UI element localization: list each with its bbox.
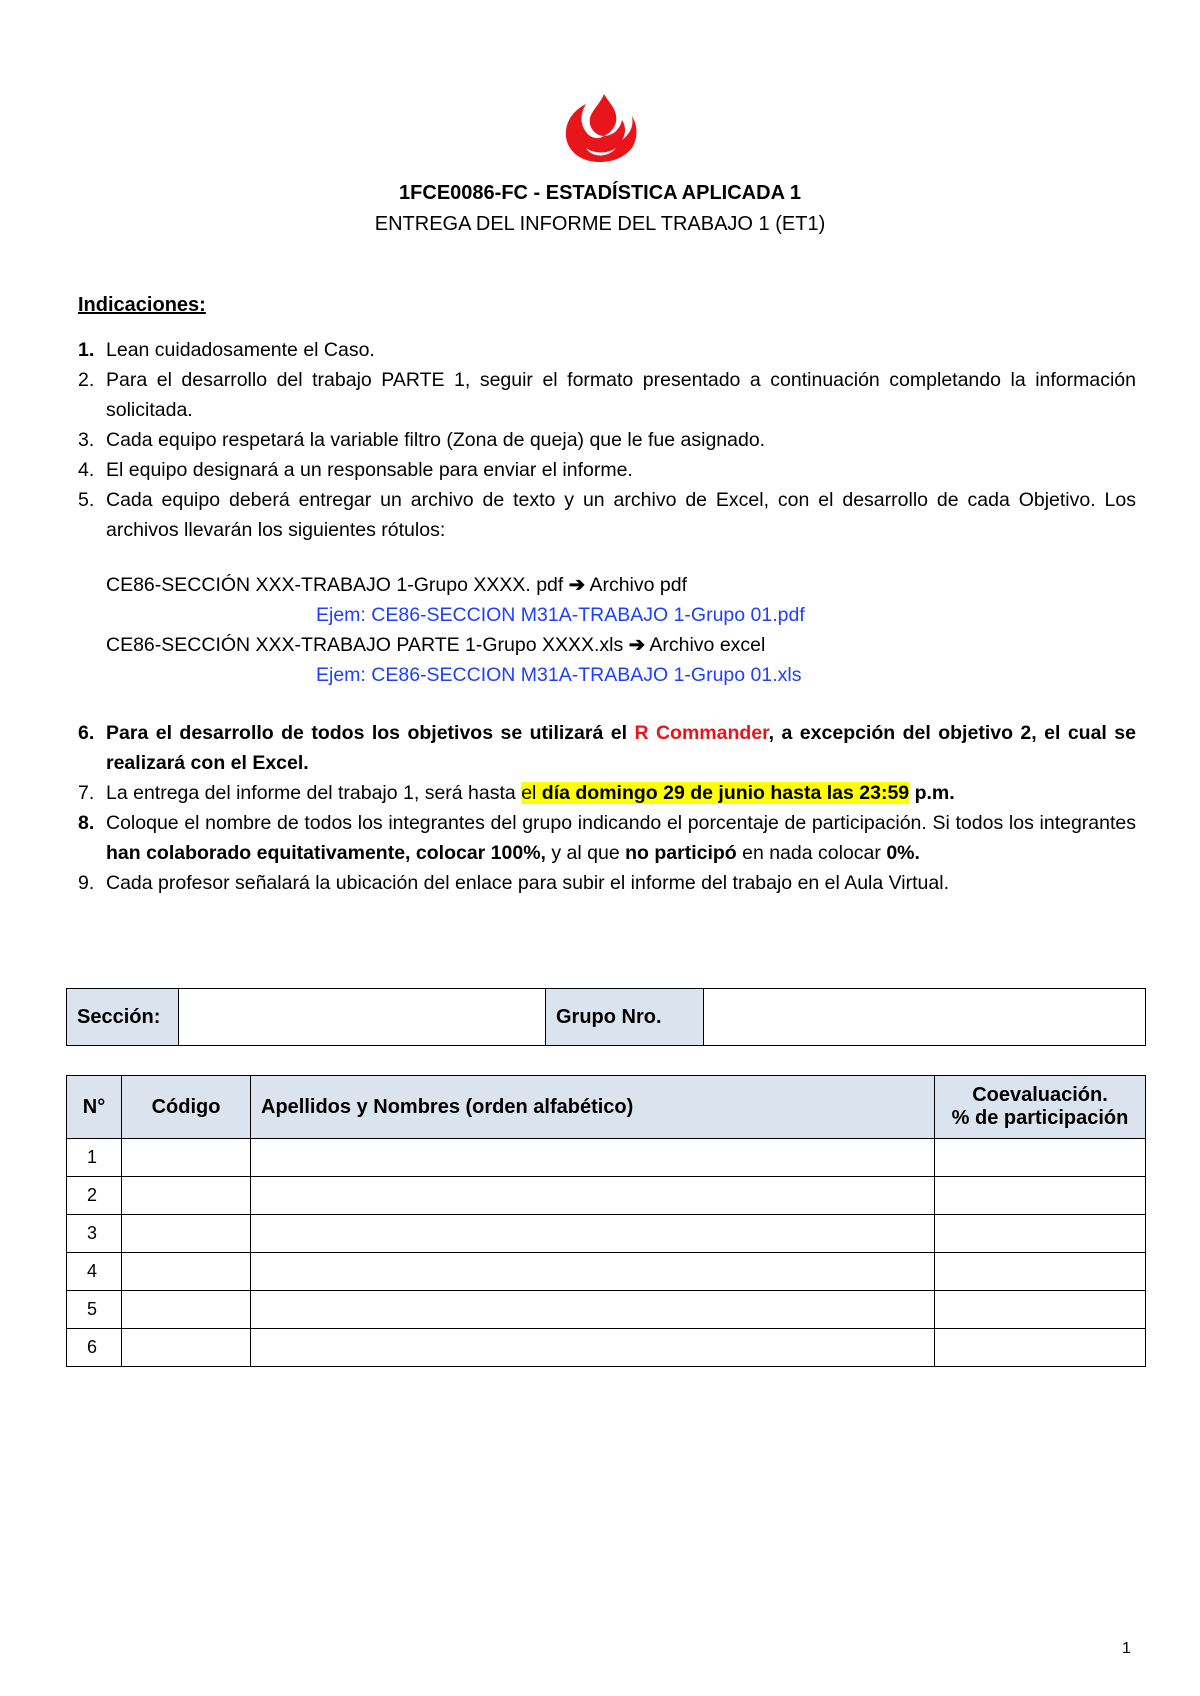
pdf-name-line	[106, 570, 1136, 600]
seccion-field[interactable]	[179, 989, 546, 1046]
r-commander-text: R Commander	[634, 722, 769, 744]
code-cell[interactable]	[122, 1177, 251, 1215]
item8-bold-a: han colaborado equitativamente, colocar 100%,	[106, 842, 546, 864]
instruction-item	[78, 365, 1136, 425]
participation-cell[interactable]	[935, 1215, 1146, 1253]
item8-text-c: en nada colocar	[736, 842, 887, 864]
item-number: 8.	[78, 812, 95, 834]
col-coevaluation-header	[935, 1076, 1146, 1139]
item-number: 2.	[78, 369, 95, 391]
item8-bold-b: no participó	[625, 842, 737, 864]
name-cell[interactable]	[251, 1215, 935, 1253]
code-cell[interactable]	[122, 1139, 251, 1177]
item8-text-b: y al que	[545, 842, 626, 864]
xls-filename: CE86-SECCIÓN XXX-TRABAJO PARTE 1-Grupo XXXX.xls	[106, 634, 624, 656]
upc-logo-icon	[562, 92, 638, 164]
item6-text-b: , a excepción del objetivo 2, el cual se realizará con el Excel.	[106, 722, 1136, 774]
table-row	[67, 1215, 1146, 1253]
participation-label: % de participación	[951, 1107, 1129, 1129]
row-number: 2	[67, 1177, 122, 1215]
grupo-field[interactable]	[704, 989, 1146, 1046]
col-code-header: Código	[122, 1076, 251, 1139]
instruction-item-6	[78, 718, 1136, 778]
instruction-item	[78, 485, 1136, 545]
pdf-filename: CE86-SECCIÓN XXX-TRABAJO 1-Grupo XXXX. pdf	[106, 574, 564, 596]
item-text: Cada equipo deberá entregar un archivo de texto y un archivo de Excel, con el desarrollo de cada Objetivo. Los archivos llevarán los siguientes rótulos:	[106, 489, 1136, 541]
item-text: Para el desarrollo del trabajo PARTE 1, seguir el formato presentado a continuación completando la información solicitada.	[106, 369, 1136, 421]
arrow-right-icon: ➔	[628, 634, 646, 656]
table-row	[67, 1253, 1146, 1291]
members-table	[66, 1075, 1146, 1367]
deadline-highlight: día domingo 29 de junio hasta las 23:59	[541, 782, 910, 804]
table-row	[67, 1329, 1146, 1367]
participation-cell[interactable]	[935, 1177, 1146, 1215]
instruction-list	[78, 335, 1136, 545]
grupo-label: Grupo Nro.	[546, 989, 704, 1046]
instruction-item	[78, 425, 1136, 455]
row-number: 5	[67, 1291, 122, 1329]
instruction-item-9	[78, 868, 1136, 898]
table-row	[67, 1139, 1146, 1177]
item7-highlight-a: el	[521, 782, 542, 804]
name-cell[interactable]	[251, 1177, 935, 1215]
document-subtitle: ENTREGA DEL INFORME DEL TRABAJO 1 (ET1)	[374, 213, 826, 235]
name-cell[interactable]	[251, 1253, 935, 1291]
page-number: 1	[1122, 1640, 1131, 1657]
participation-cell[interactable]	[935, 1253, 1146, 1291]
xls-label: Archivo excel	[649, 634, 766, 656]
item-number: 1.	[78, 339, 95, 361]
pdf-example: Ejem: CE86-SECCION M31A-TRABAJO 1-Grupo 01.pdf	[316, 604, 805, 626]
item7-text-b: p.m.	[909, 782, 955, 804]
code-cell[interactable]	[122, 1291, 251, 1329]
instruction-item-7	[78, 778, 1136, 808]
item-number: 6.	[78, 722, 95, 744]
code-cell[interactable]	[122, 1215, 251, 1253]
file-naming-block	[106, 570, 1136, 690]
name-cell[interactable]	[251, 1329, 935, 1367]
participation-cell[interactable]	[935, 1139, 1146, 1177]
coevaluation-label: Coevaluación.	[972, 1084, 1108, 1106]
row-number: 3	[67, 1215, 122, 1253]
code-cell[interactable]	[122, 1253, 251, 1291]
members-header-row	[67, 1076, 1146, 1139]
participation-cell[interactable]	[935, 1329, 1146, 1367]
table-row	[67, 1177, 1146, 1215]
item-number: 7.	[78, 782, 95, 804]
item9-text: Cada profesor señalará la ubicación del enlace para subir el informe del trabajo en el Aula Virtual.	[106, 872, 949, 894]
table-row	[67, 1291, 1146, 1329]
col-number-header: N°	[67, 1076, 122, 1139]
item7-text-a: La entrega del informe del trabajo 1, será hasta	[106, 782, 522, 804]
name-cell[interactable]	[251, 1139, 935, 1177]
arrow-right-icon: ➔	[568, 574, 586, 596]
instruction-list-continued	[78, 718, 1136, 898]
item8-text-a: Coloque el nombre de todos los integrantes del grupo indicando el porcentaje de participación. Si todos los integrantes	[106, 812, 1136, 834]
row-number: 6	[67, 1329, 122, 1367]
col-name-header: Apellidos y Nombres (orden alfabético)	[251, 1076, 935, 1139]
item-number: 3.	[78, 429, 95, 451]
item8-bold-c: 0%.	[886, 842, 920, 864]
participation-cell[interactable]	[935, 1291, 1146, 1329]
item-number: 4.	[78, 459, 95, 481]
item-text: Cada equipo respetará la variable filtro (Zona de queja) que le fue asignado.	[106, 429, 766, 451]
code-cell[interactable]	[122, 1329, 251, 1367]
row-number: 1	[67, 1139, 122, 1177]
item-number: 5.	[78, 489, 95, 511]
instruction-item	[78, 455, 1136, 485]
seccion-label: Sección:	[67, 989, 179, 1046]
item-text: El equipo designará a un responsable para enviar el informe.	[106, 459, 633, 481]
pdf-label: Archivo pdf	[589, 574, 687, 596]
xls-name-line	[106, 630, 1136, 660]
xls-example: Ejem: CE86-SECCION M31A-TRABAJO 1-Grupo 01.xls	[316, 664, 802, 686]
name-cell[interactable]	[251, 1291, 935, 1329]
indicaciones-heading: Indicaciones:	[78, 294, 206, 316]
row-number: 4	[67, 1253, 122, 1291]
section-group-table	[66, 988, 1146, 1046]
instruction-item-8	[78, 808, 1136, 868]
item6-text-a: Para el desarrollo de todos los objetivos se utilizará el	[106, 722, 635, 744]
course-title: 1FCE0086-FC - ESTADÍSTICA APLICADA 1	[399, 182, 801, 204]
item-text: Lean cuidadosamente el Caso.	[106, 339, 375, 361]
item-number: 9.	[78, 872, 95, 894]
instruction-item	[78, 335, 1136, 365]
